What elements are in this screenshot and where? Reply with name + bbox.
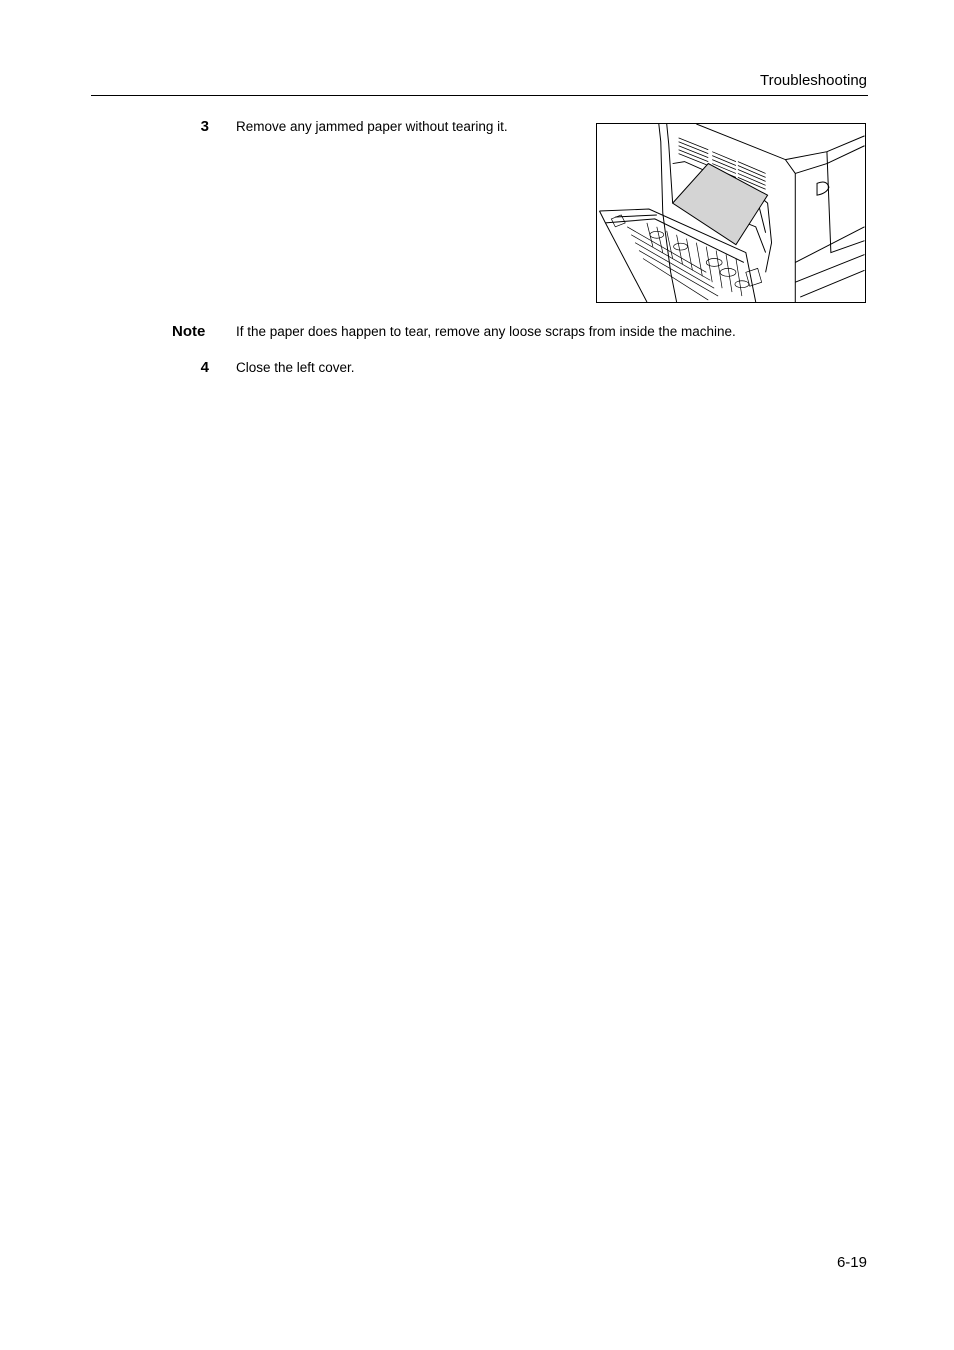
header-section-title: Troubleshooting [759,72,867,89]
jammed-paper-illustration [596,123,866,303]
note-label: Note [172,323,206,340]
note-text: If the paper does happen to tear, remove any loose scraps from inside the machine. [236,324,736,339]
printer-illustration-icon [597,124,865,302]
header-divider [91,95,868,96]
step-3-number: 3 [200,118,209,135]
step-4-number: 4 [200,359,209,376]
page-number: 6-19 [836,1254,867,1271]
step-4-text: Close the left cover. [236,360,355,375]
step-3-text: Remove any jammed paper without tearing it. [236,119,508,134]
